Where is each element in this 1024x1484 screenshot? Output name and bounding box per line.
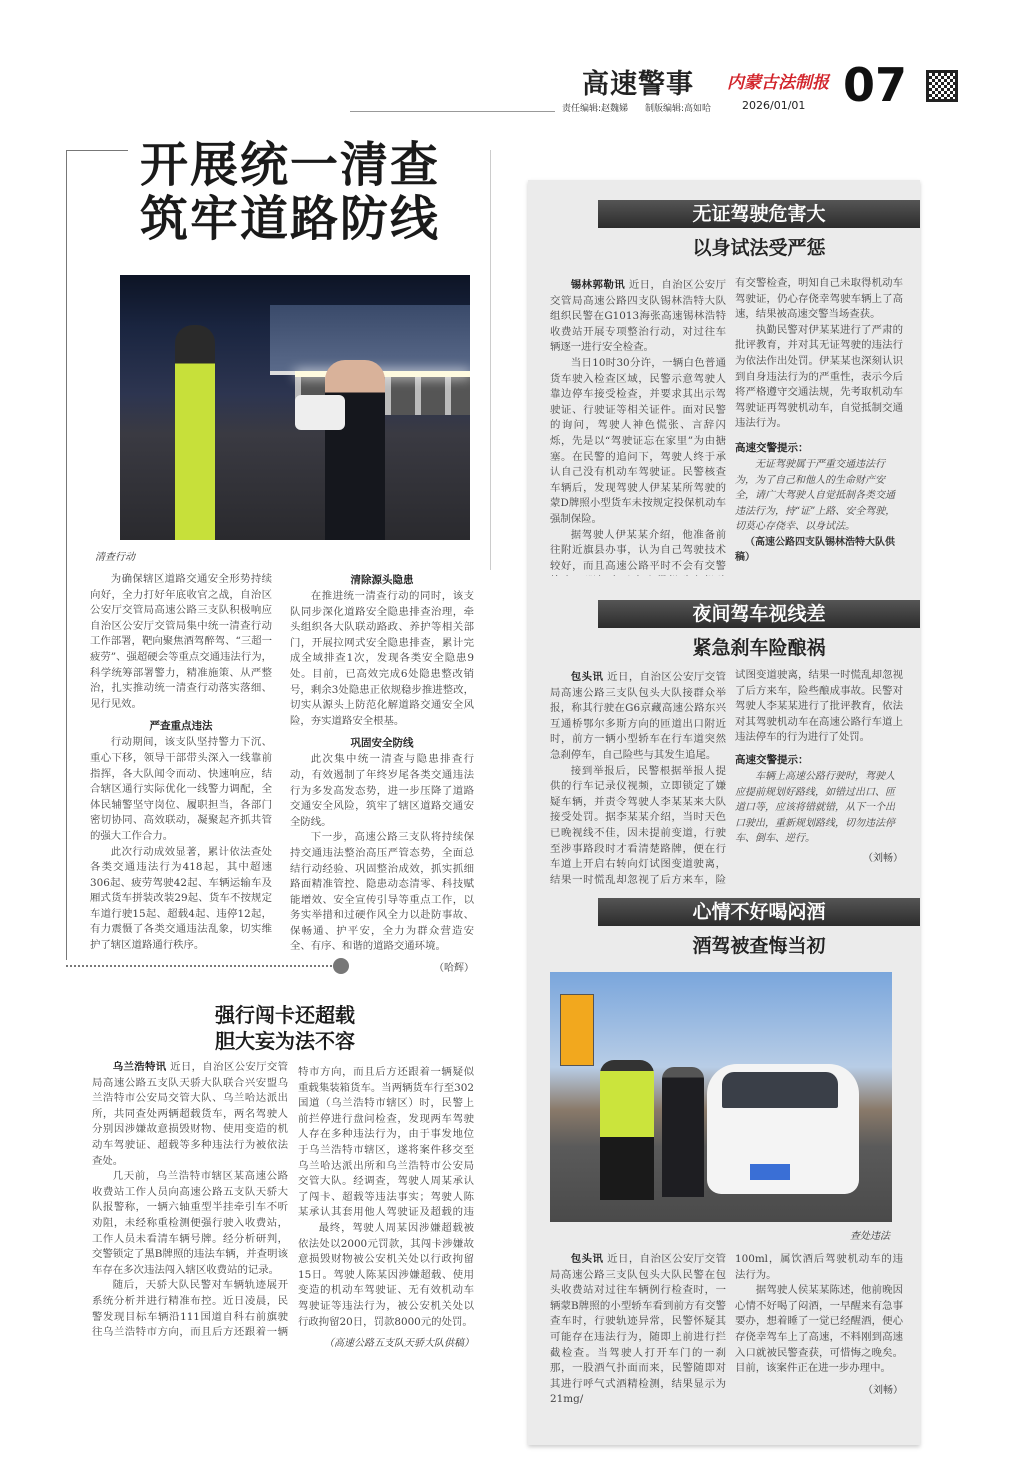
paragraph: 此次行动成效显著，累计依法查处各类交通违法行为418起，其中超速306起、疲劳驾驶42起、车辆运输车及厢式货车拼装改装29起、货车不按规定车道行驶15起、超载4起、违停12起，有力震慑了各类交通违法乱象，切实维护了辖区道路通行秩序。: [90, 845, 272, 952]
story2-col2: [735, 668, 903, 864]
story3-subtitle: 酒驾被查悔当初: [692, 935, 826, 957]
paragraph: [550, 278, 726, 356]
divider-dot: [333, 958, 349, 974]
paragraph: [92, 1060, 288, 1169]
dateline: 乌兰浩特讯: [112, 1061, 167, 1073]
subheading: 清除源头隐患: [350, 574, 414, 586]
headline: [140, 138, 440, 246]
story2-subtitle: 紧急刹车险酿祸: [692, 637, 826, 659]
dateline: 包头讯: [570, 671, 604, 683]
paragraph: [92, 1278, 288, 1340]
bottom-article-col2: [298, 1065, 474, 1349]
paragraph-text: 近日，自治区公安厅交管局高速公路三支队包头大队民警在包头收费站对过往车辆例行检查时，一辆蒙B牌照的小型轿车看到前方有交警查车时，行驶轨迹异常，民警怀疑其可能存在违法行为，随即上前进行拦截检查。当驾驶人打开车门的一刹那，一股酒气扑面而来，民警随即对其进行呼气式酒精检测，结果显示为21mg/: [550, 1253, 726, 1406]
story1-col1: [550, 278, 726, 576]
paragraph: 在推进统一清查行动的同时，该支队同步深化道路安全隐患排查治理，牵头组织各大队联动路政、养护等相关部门，开展拉网式安全隐患排查，累计完成全域排查1次，发现各类安全隐患9处。目前，已高效完成6处隐患整改销号，剩余3处隐患正依规稳步推进整改，切实从源头上防范化解道路交通安全风险，夯实道路安全根基。: [290, 590, 474, 727]
tip-text: 车辆上高速公路行驶时，驾驶人应提前规划好路线，如错过出口、匝道口等，应该将错就错，从下一个出口驶出，重新规划路线，切勿违法停车、倒车、逆行。: [735, 770, 895, 845]
newspaper-logo: 内蒙古法制报: [727, 73, 829, 93]
story2-col1: [550, 670, 726, 888]
paragraph: 为确保辖区道路交通安全形势持续向好，全力打好年底收官之战，自治区公安厅交管局高速公路三支队积极响应自治区公安厅交管局集中统一清查行动工作部署，靶向聚焦酒驾醉驾、“三超一疲劳”、强超硬会等重点交通违法行为，科学统筹部署警力，精准施策、从严整治，扎实推动统一清查行动落实落细、见行见效。: [90, 573, 272, 710]
paragraph: 几天前，乌兰浩特市辖区某高速公路收费站工作人员向高速公路五支队天骄大队报警称，一辆六轴重型半挂牵引车不听劝阻，未经称重检测便强行驶入收费站，工作人员未看清车辆号牌。经分析研判，交警锁定了黑B牌照的违法车辆，并查明该车存在多次违法闯入辖区收费站的记录。: [92, 1170, 288, 1276]
paragraph-text: 特市方向，而且后方还跟着一辆疑似重载集装箱货车。当两辆货车行至302国道（乌兰浩特市辖区）时，民警上前拦停进行盘问检查，发现两车驾驶人存在多种违法行为，由于事发地位于乌兰浩特市辖区，遂将案件移交至乌兰哈达派出所和乌兰浩特市公安局交管大队。经调查，驾驶人周某承认了闯卡、超载等违法事实；驾驶人陈某承认其套用他人驾驶证及超载的违: [298, 1066, 474, 1219]
photo-caption: 清查行动: [95, 552, 135, 563]
photo-drunk-driving-stop: [550, 972, 892, 1222]
dotted-divider: [66, 965, 336, 967]
bottom-article-col1: [92, 1060, 288, 1340]
paragraph: 据驾驶人伊某某介绍，他准备前往附近旗县办事，认为自己驾驶技术较好，而且高速公路平时不会有交警: [550, 528, 726, 572]
paragraph: [550, 764, 726, 888]
paragraph-text: 接到举报后，民警根据举报人提供的行车记录仪视频，立即锁定了嫌疑车辆，并责令驾驶人李某某来大队接受处罚。据李某某介绍，当时天色已晚视线不佳，因未提前变道，行驶至涉事路段时才看清楚路牌，便在行车道上开启右转向灯试图变道驶离，结果一时慌乱却忽视了后方来车，险: [550, 764, 726, 886]
story3-band: 心情不好喝闷酒: [598, 898, 920, 926]
byline: （高速公路四支队锡林浩特大队供稿）: [735, 536, 895, 563]
page-number: 07: [843, 58, 908, 112]
main-article-col2: [290, 572, 474, 974]
story3-col1: [550, 1252, 726, 1410]
tip-heading: 高速交警提示：: [735, 753, 809, 766]
paragraph-text: 近日，自治区公安厅交管局高速公路四支队锡林浩特大队组织民警在G1013海张高速锡林浩特收费站开展专项整治行动，对过往车辆逐一进行安全检查。: [550, 279, 726, 354]
tip-heading: 高速交警提示：: [735, 441, 809, 454]
byline: （刘畅）: [863, 852, 903, 864]
paragraph: [298, 1065, 474, 1221]
photo-caption: 查处违法: [850, 1231, 890, 1242]
paragraph-text: 随后，天骄大队民警对车辆轨迹展开系统分析并进行精准布控。近日凌晨，民警发现目标车辆沿111国道自科右前旗驶往乌兰浩特市方向，而且后方还跟着一辆: [92, 1279, 288, 1339]
photo-checkpoint-night: [120, 275, 470, 540]
paragraph: 此次集中统一清查与隐患排查行动，有效遏制了年终岁尾各类交通违法行为多发高发态势，进一步压降了道路交通安全风险，筑牢了辖区道路交通安全防线。: [290, 753, 474, 828]
byline: （刘畅）: [863, 1384, 903, 1396]
headline-line2: 筑牢道路防线: [140, 191, 441, 247]
dateline: 包头讯: [570, 1253, 604, 1265]
header-rule: [350, 111, 555, 112]
subheading: 巩固安全防线: [350, 737, 414, 750]
paragraph-text: 近日，自治区公安厅交管局高速公路五支队天骄大队联合兴安盟乌兰浩特市公安局交管大队、乌兰哈达派出所，共同查处两辆超载货车，两名驾驶人分别因涉嫌故意损毁财物、使用变造的机动车驾驶证、超载等多种违法行为被依法查处。: [92, 1061, 288, 1167]
paragraph: [550, 670, 726, 764]
frame-line: [490, 150, 491, 570]
headline-line1: 开展统一清查: [140, 137, 441, 193]
paragraph-text: 近日，自治区公安厅交管局高速公路三支队包头大队接群众举报，称其行驶在G6京藏高速公路东兴互通桥鄂尔多斯方向的匝道出口附近时，前方一辆小型轿车在行车道突然急刹停车，自己险些与其发生追尾。: [550, 671, 727, 761]
story3-col2: [735, 1252, 903, 1396]
story1-subtitle: 以身试法受严惩: [692, 237, 826, 259]
paragraph: 执勤民警对伊某某进行了严肃的批评教育，并对其无证驾驶的违法行为依法作出处罚。伊某某也深刻认识到自身违法行为的严重性，表示今后将严格遵守交通法规，先考取机动车驾驶证再驾驶机动车，自觉抵制交通违法行为。: [735, 323, 903, 430]
story1-col2: [735, 276, 903, 565]
story1-band: 无证驾驶危害大: [598, 200, 920, 228]
paragraph: 下一步，高速公路三支队将持续保持交通违法整治高压严管态势，全面总结行动经验、巩固整治成效，抓实抓细路面精准管控、隐患动态清零、科技赋能增效、安全宣传引导等重点工作，以务实举措和过硬作风全力以赴防事故、保畅通、护平安，全力为群众营造安全、有序、和谐的道路交通环境。: [290, 831, 474, 953]
bottom-headline-line1: 强行闯卡还超载: [215, 1003, 355, 1027]
section-title: 高速警事: [582, 69, 694, 100]
byline: （哈辉）: [434, 963, 474, 975]
issue-date: 2026/01/01: [742, 99, 806, 112]
paragraph: 100ml，属饮酒后驾驶机动车的违法行为。: [735, 1253, 903, 1281]
paragraph: 有交警检查，明知自己未取得机动车驾驶证，仍心存侥幸驾驶车辆上了高速，结果被高速交警当场查获。: [735, 277, 903, 321]
paragraph: 试图变道驶离，结果一时慌乱却忽视了后方来车，险些酿成事故。民警对驾驶人李某某进行了批评教育，依法对其驾驶机动车在高速公路行车道上违法停车的行为进行了处罚。: [735, 669, 903, 744]
paragraph: [550, 1252, 726, 1408]
byline: （高速公路五支队天骄大队供稿）: [324, 1338, 474, 1350]
paragraph: 当日10时30分许，一辆白色普通货车驶入检查区域，民警示意驾驶人靠边停车接受检查，并要求其出示驾驶证、行驶证等相关证件。面对民警的询问，驾驶人神色慌张、言辞闪烁，先是以“驾驶证忘在家里”为由搪塞。在民警的追问下，驾驶人终于承认自己没有机动车驾驶证。民警核查车辆后，发现驾驶人伊某某所驾驶的蒙D牌照小型货车未按规定投保机动车强制保险。: [550, 356, 726, 525]
paragraph: 行动期间，该支队坚持警力下沉、重心下移，领导干部带头深入一线靠前指挥，各大队闻令而动、快速响应，结合辖区通行实际优化一线警力调配，全体民辅警坚守岗位、履职担当，各部门密切协同、高效联动，凝聚起齐抓共管的强大工作合力。: [90, 736, 272, 842]
paragraph: 最终，驾驶人周某因涉嫌超载被依法处以2000元罚款，其闯卡涉嫌故意损毁财物被公安机关处以行政拘留15日。驾驶人陈某因涉嫌超载、使用变造的机动车驾驶证、无有效机动车驾驶证等违法行为，被公安机关处以行政拘留20日，罚款8000元的处罚。: [298, 1222, 474, 1328]
paragraph: 据驾驶人侯某某陈述，他前晚因心情不好喝了闷酒，一早醒来有急事要办，想着睡了一觉已经醒酒，便心存侥幸驾车上了高速，不料刚到高速入口就被民警查获，可惜悔之晚矣。目前，该案件正在进一步办理中。: [735, 1284, 903, 1375]
designer-credit: 制版编辑:高如哈: [645, 104, 712, 114]
subheading: 严查重点违法: [149, 720, 213, 733]
dateline: 锡林郭勒讯: [570, 279, 626, 291]
bottom-headline: [150, 1002, 420, 1054]
main-article-col1: [90, 572, 272, 954]
tip-text: 无证驾驶属于严重交通违法行为，为了自己和他人的生命财产安全，请广大驾驶人自觉抵制各类交通违法行为，持“证”上路、安全驾驶，切莫心存侥幸、以身试法。: [735, 458, 896, 533]
frame-line: [66, 150, 67, 960]
story2-band: 夜间驾车视线差: [598, 600, 920, 628]
frame-line: [66, 150, 128, 151]
bottom-headline-line2: 胆大妄为法不容: [215, 1029, 355, 1053]
editor-credit: 责任编辑:赵魏娣: [562, 104, 629, 114]
qr-code: [926, 70, 958, 102]
